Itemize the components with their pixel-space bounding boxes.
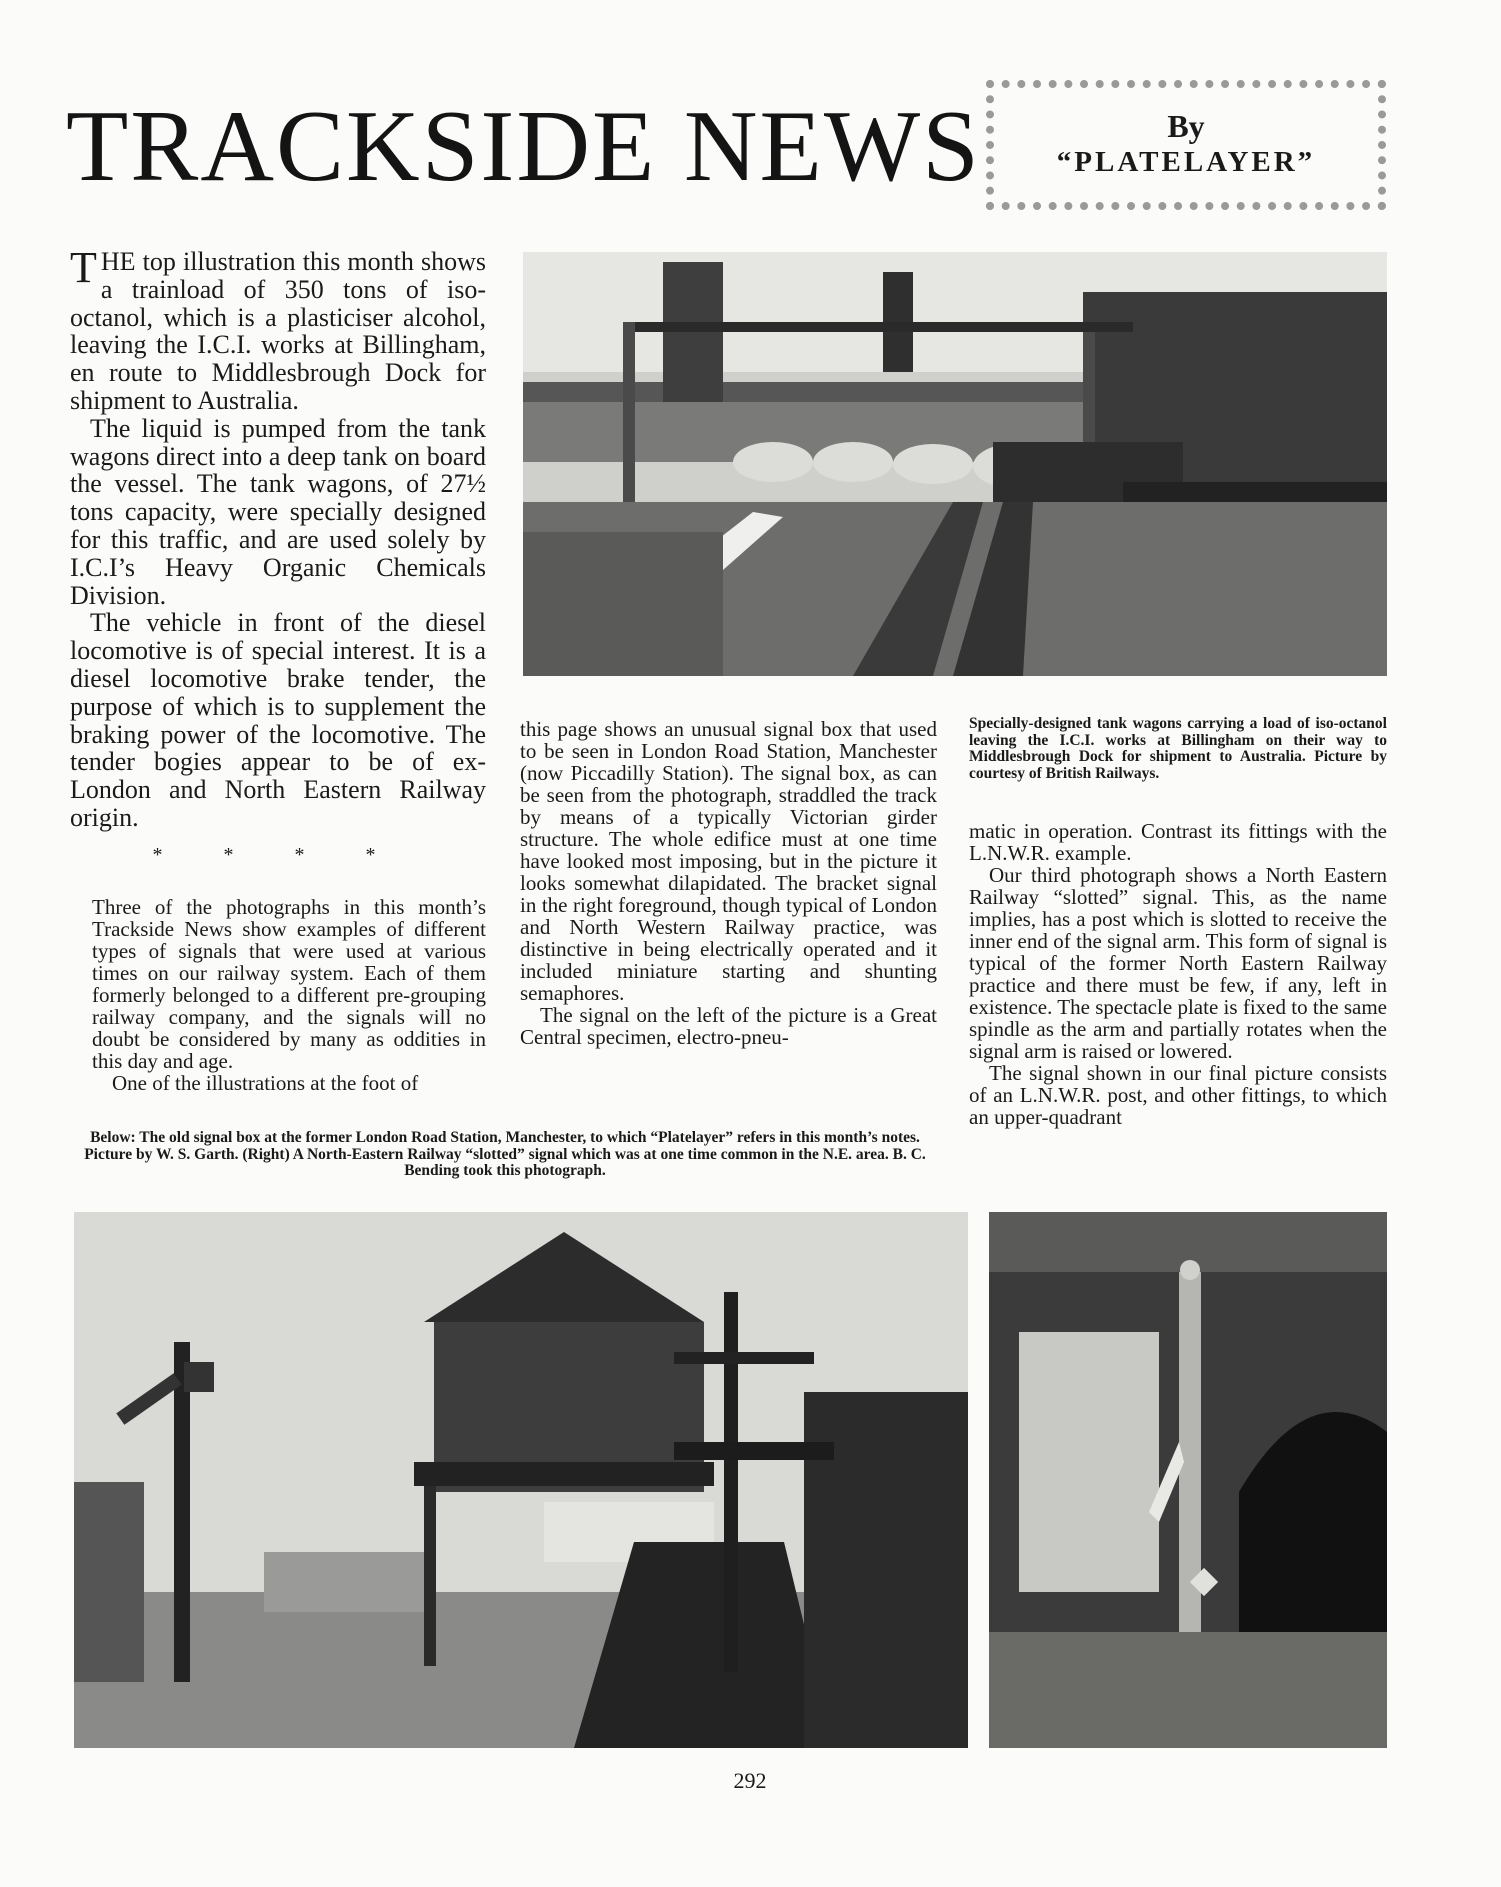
paragraph-intro bbox=[70, 243, 486, 415]
photo-tank-wagons bbox=[523, 252, 1387, 676]
paragraph-contrast: matic in operation. Contrast its fittings with the L.N.W.R. example. bbox=[969, 819, 1387, 865]
paragraph-brake-tender: The vehicle in front of the diesel locomotive is of special interest. It is a diesel locomotive brake tender, the purpose of which is to supplement the braking power of the locomotive. The tender bogies appear to be of ex-London and North Eastern Railway origin. bbox=[70, 608, 486, 832]
column-middle bbox=[520, 718, 937, 1048]
paragraph-signals-intro: Three of the photographs in this month’s Trackside News show examples of different types of signals that were used at various times on our railway system. Each of them formerly belonged to a different pre-grouping railway company, and the signals will no doubt be considered by many as oddities in this day and age. bbox=[92, 895, 486, 1073]
column-left-lower bbox=[92, 896, 486, 1094]
section-separator: * * * * bbox=[152, 843, 404, 866]
photo-signal-box bbox=[74, 1212, 968, 1748]
drop-cap: T bbox=[70, 243, 97, 292]
paragraph-great-central: The signal on the left of the picture is a Great Central specimen, electro-pneu- bbox=[520, 1003, 937, 1049]
column-right bbox=[969, 820, 1387, 1128]
column-left-upper bbox=[70, 243, 486, 886]
paragraph-illustrations: One of the illustrations at the foot of bbox=[112, 1071, 419, 1095]
byline-name: “PLATELAYER” bbox=[1056, 145, 1316, 178]
caption-bottom-photos: Below: The old signal box at the former London Road Station, Manchester, to which “Platelayer” refers in this month’s notes. Picture by W. S. Garth. (Right) A North-Eastern Railway “slotted” signal which was at one time common in the N.E. area. B. C. Bending took this photograph. bbox=[84, 1129, 926, 1179]
caption-tank-wagons: Specially-designed tank wagons carrying a load of iso-octanol leaving the I.C.I. works at Billingham on their way to Middlesbrough Dock for shipment to Australia. Picture by courtesy of British Railways. bbox=[969, 715, 1387, 782]
paragraph-signal-box: this page shows an unusual signal box that used to be seen in London Road Station, Manchester (now Piccadilly Station). The signal box, as can be seen from the photograph, straddled the track by means of a typically Victorian girder structure. The whole edifice must at one time have looked most imposing, but in the picture it looks somewhat dilapidated. The bracket signal in the right foreground, though typical of London and North Western Railway practice, was distinctive in being electrically operated and it included miniature starting and shunting semaphores. bbox=[520, 717, 937, 1005]
photo-signal-box-image bbox=[74, 1212, 968, 1748]
photo-slotted-signal-image bbox=[989, 1212, 1387, 1748]
paragraph-final-picture: The signal shown in our final picture consists of an L.N.W.R. post, and other fittings, to which an upper-quadrant bbox=[969, 1061, 1387, 1129]
byline-box bbox=[986, 80, 1386, 210]
photo-slotted-signal bbox=[989, 1212, 1387, 1748]
masthead-title: TRACKSIDE NEWS bbox=[66, 90, 981, 203]
byline-by: By bbox=[1167, 108, 1205, 145]
page-number: 292 bbox=[733, 1768, 767, 1793]
paragraph-tank-wagons: The liquid is pumped from the tank wagons direct into a deep tank on board the vessel. The tank wagons, of 27½ tons capacity, were specially designed for this traffic, and are used solely by I.C.I’s Heavy Organic Chemicals Division. bbox=[70, 413, 486, 610]
paragraph-intro-text: HE top illustration this month shows a trainload of 350 tons of iso-octanol, which is a plasticiser alcohol, leaving the I.C.I. works at Billingham, en route to Middlesbrough Dock for shipment to Australia. bbox=[70, 247, 486, 415]
photo-tank-wagons-image bbox=[523, 252, 1387, 676]
paragraph-slotted-signal: Our third photograph shows a North Eastern Railway “slotted” signal. This, as the name implies, has a post which is slotted to receive the inner end of the signal arm. This form of signal is typical of the former North Eastern Railway practice and there must be few, if any, left in existence. The spectacle plate is fixed to the same spindle as the arm and partially rotates when the signal arm is raised or lowered. bbox=[969, 863, 1387, 1063]
